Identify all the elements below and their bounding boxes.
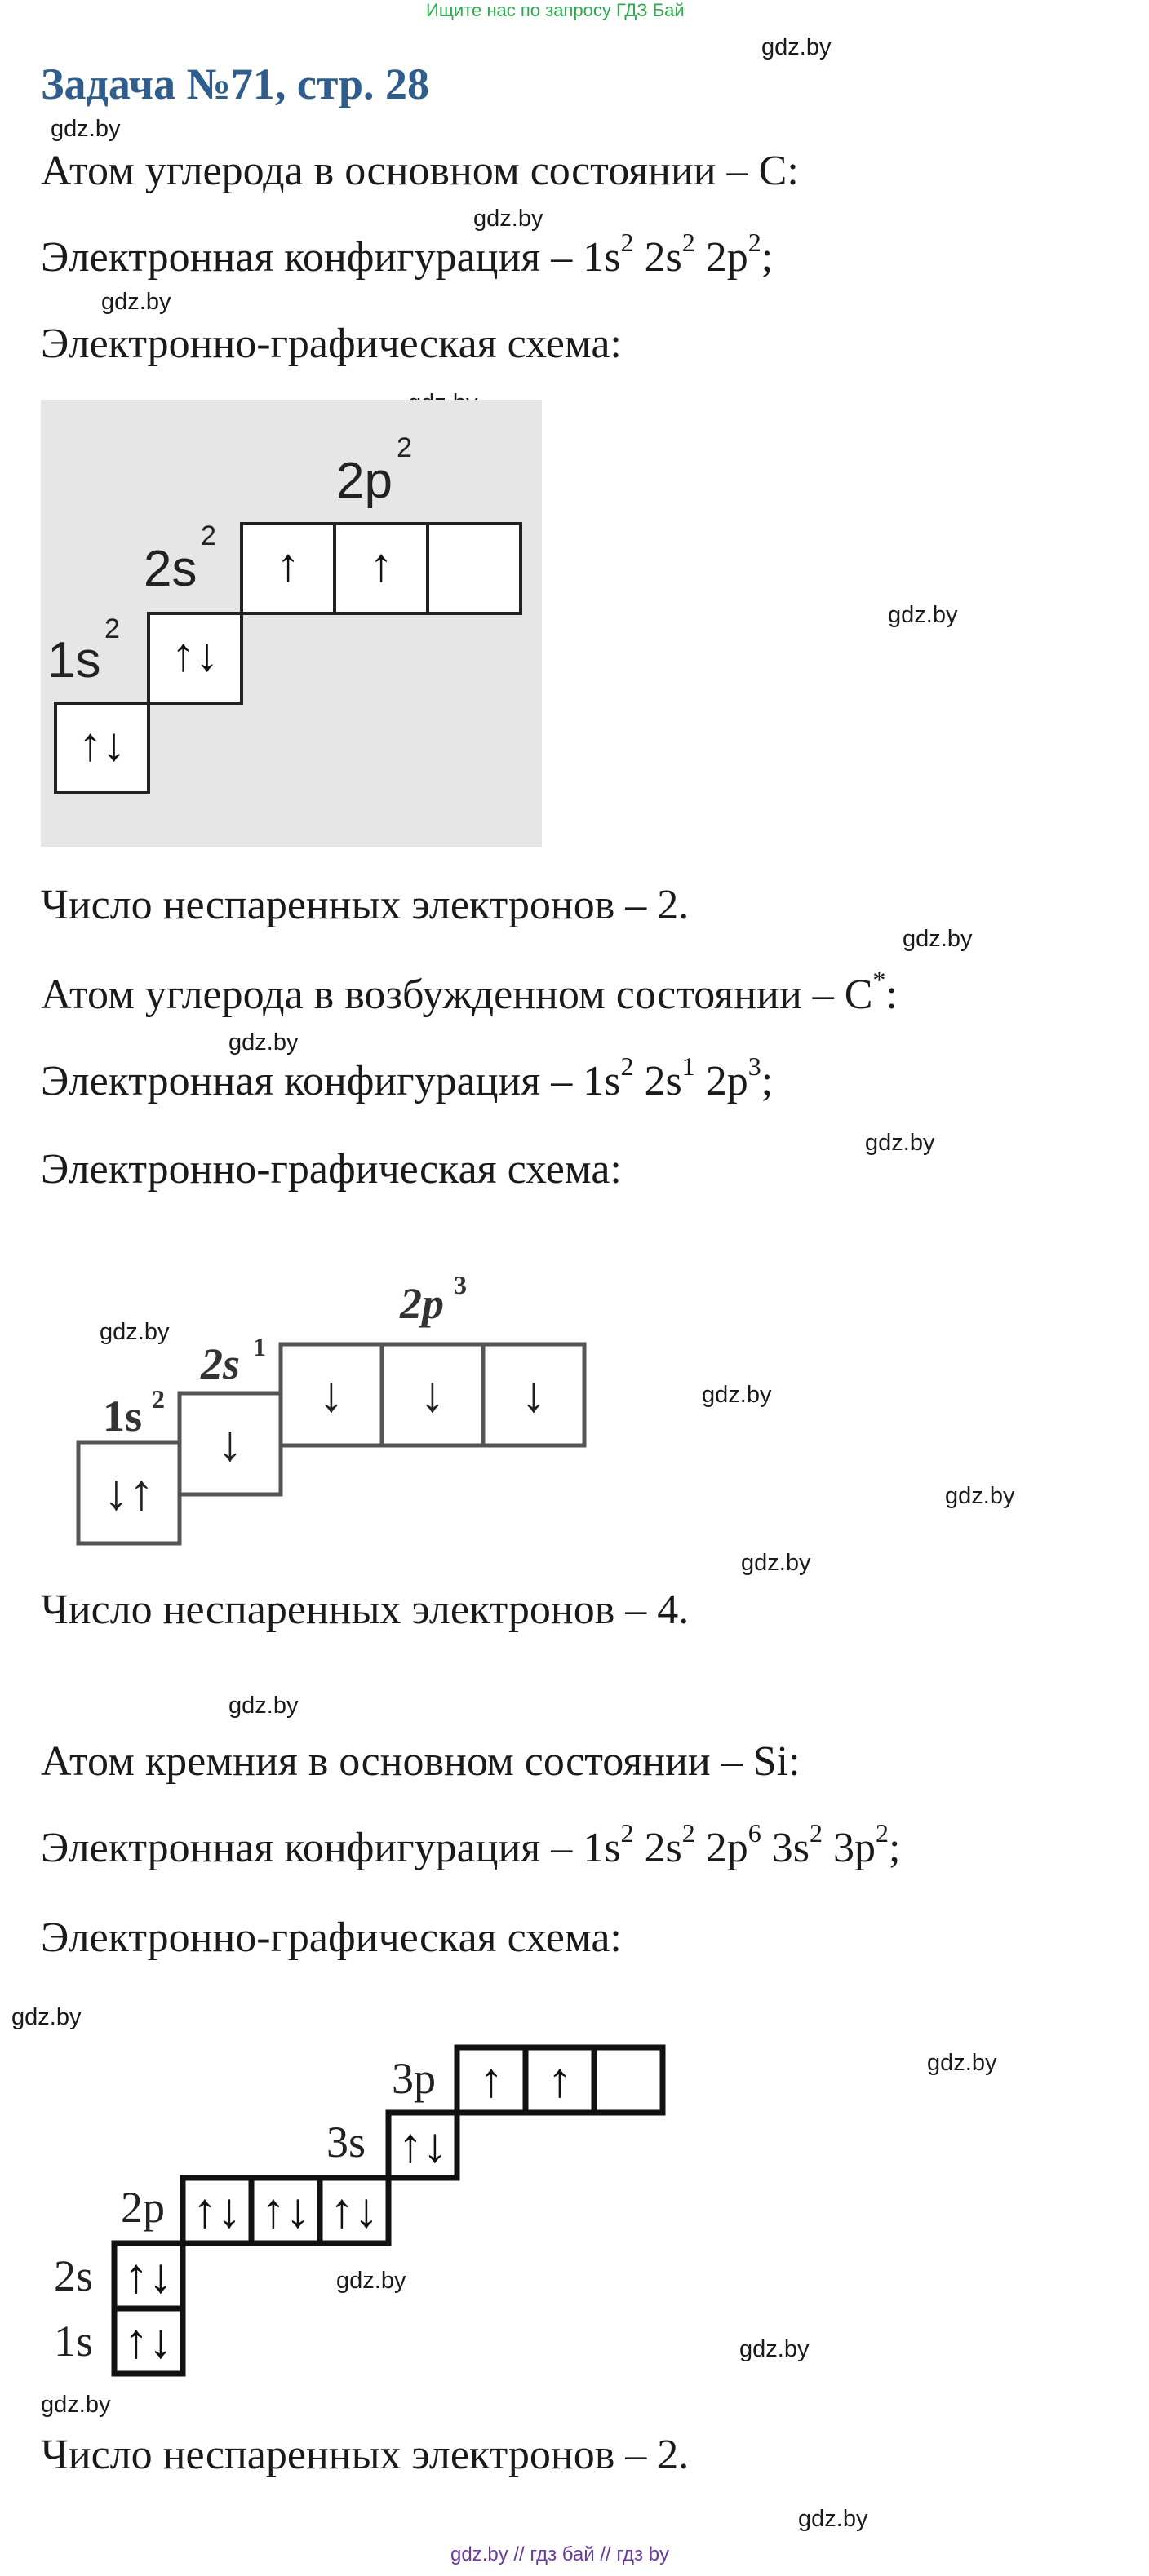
label-2p: 2p <box>336 453 393 509</box>
page-title: Задача №71, стр. 28 <box>41 60 430 108</box>
watermark: gdz.by <box>228 1693 299 1719</box>
config-term: $2p^2$ <box>705 228 761 281</box>
section2-atom-line: Атом углерода в возбужденном состоянии – С*: <box>41 965 898 1018</box>
watermark: gdz.by <box>903 926 973 952</box>
orbital-cell-2s: ↑↓ <box>171 628 219 681</box>
config-term: $2s^2$ <box>644 1818 695 1871</box>
watermark: gdz.by <box>888 602 958 628</box>
config-term: $3p^2$ <box>832 1818 889 1871</box>
orbital-cell-2p-1: ↑ <box>276 538 300 591</box>
label-2s-sup: 1 <box>253 1332 266 1361</box>
footer-links[interactable]: gdz.by // гдз бай // гдз by <box>450 2543 670 2565</box>
watermark: gdz.by <box>41 2392 111 2418</box>
label-2p-sup: 3 <box>454 1270 467 1299</box>
section1-config-line: Электронная конфигурация – $1s^2$ $2s^2$ $2p^2$; <box>41 228 774 281</box>
watermark: gdz.by <box>336 2268 406 2294</box>
watermark: gdz.by <box>473 206 543 232</box>
orbital-cell-2s: ↑↓ <box>124 2249 173 2303</box>
label-1s-sup: 2 <box>152 1384 165 1414</box>
config-term: $2p^3$ <box>705 1051 761 1104</box>
section2-scheme-label: Электронно-графическая схема: <box>41 1146 622 1193</box>
orbital-cell-1s: ↓↑ <box>104 1465 154 1520</box>
label-2s: 2s <box>201 1339 241 1388</box>
orbital-cell-1s: ↑↓ <box>78 718 126 771</box>
orbital-cell-3p-1: ↑ <box>479 2053 504 2107</box>
watermark: gdz.by <box>741 1550 811 1576</box>
silicon-ground-orbital-diagram <box>49 2015 685 2390</box>
config-term: $1s^2$ <box>583 1051 634 1104</box>
label-2s-sup: 2 <box>201 520 216 551</box>
orbital-cell-2p-1: ↑↓ <box>193 2184 242 2237</box>
label-1s: 1s <box>103 1392 143 1441</box>
orbital-cell-2p-2: ↑ <box>369 538 393 591</box>
section2-unpaired: Число неспаренных электронов – 4. <box>41 1587 690 1633</box>
watermark: gdz.by <box>51 116 121 142</box>
config-term: $1s^2$ <box>583 228 634 281</box>
section1-atom-line: Атом углерода в основном состоянии – С: <box>41 148 799 194</box>
watermark: gdz.by <box>11 2004 82 2030</box>
orbital-cell-2p-2: ↑↓ <box>261 2184 310 2237</box>
label-2s: 2s <box>144 541 197 597</box>
label-3s: 3s <box>326 2118 366 2167</box>
label-2s: 2s <box>54 2251 94 2300</box>
orbital-cell-2s: ↓ <box>217 1416 243 1472</box>
config-term: $1s^2$ <box>583 1818 634 1871</box>
watermark: gdz.by <box>101 289 171 315</box>
orbital-cell-2p-1: ↓ <box>318 1367 344 1423</box>
label-1s: 1s <box>47 632 101 688</box>
watermark: gdz.by <box>702 1382 772 1408</box>
section3-unpaired: Число неспаренных электронов – 2. <box>41 2432 690 2478</box>
carbon-excited-orbital-diagram <box>65 1256 604 1558</box>
search-banner[interactable]: Ищите нас по запросу ГДЗ Бай <box>426 0 685 20</box>
label-2p-sup: 2 <box>397 432 412 463</box>
label-2p: 2p <box>400 1279 444 1328</box>
section3-atom-line: Атом кремния в основном состоянии – Si: <box>41 1738 801 1785</box>
orbital-cell-3s: ↑↓ <box>398 2118 447 2172</box>
config-term: $3s^2$ <box>771 1818 823 1871</box>
section3-config-line: Электронная конфигурация – $1s^2$ $2s^2$ $2p^6$ $3s^2$ $3p^2$; <box>41 1818 901 1871</box>
section3-scheme-label: Электронно-графическая схема: <box>41 1914 622 1961</box>
label-3p: 3p <box>392 2054 436 2103</box>
label-1s: 1s <box>54 2317 94 2366</box>
watermark: gdz.by <box>100 1319 170 1345</box>
orbital-cell-2p-3: ↑↓ <box>330 2184 379 2237</box>
section1-scheme-label: Электронно-графическая схема: <box>41 321 622 367</box>
watermark: gdz.by <box>927 2050 997 2076</box>
config-term: $2p^6$ <box>705 1818 761 1871</box>
orbital-cell-2p-3: ↓ <box>521 1367 547 1423</box>
section1-unpaired: Число неспаренных электронов – 2. <box>41 882 690 928</box>
watermark: gdz.by <box>228 1029 299 1056</box>
label-2p: 2p <box>121 2183 165 2232</box>
orbital-cell-1s: ↑↓ <box>124 2314 173 2368</box>
orbital-cell-2p-2: ↓ <box>419 1367 446 1423</box>
config-term: $2s^1$ <box>644 1051 695 1104</box>
watermark: gdz.by <box>761 34 832 60</box>
config-term: $2s^2$ <box>644 228 695 281</box>
watermark: gdz.by <box>739 2336 810 2362</box>
watermark: gdz.by <box>865 1130 935 1156</box>
label-1s-sup: 2 <box>104 613 120 644</box>
watermark: gdz.by <box>798 2506 868 2532</box>
section2-config-line: Электронная конфигурация – $1s^2$ $2s^1$ $2p^3$; <box>41 1051 774 1104</box>
watermark: gdz.by <box>945 1483 1015 1509</box>
carbon-ground-orbital-diagram <box>41 400 542 847</box>
orbital-cell-3p-2: ↑ <box>548 2053 572 2107</box>
